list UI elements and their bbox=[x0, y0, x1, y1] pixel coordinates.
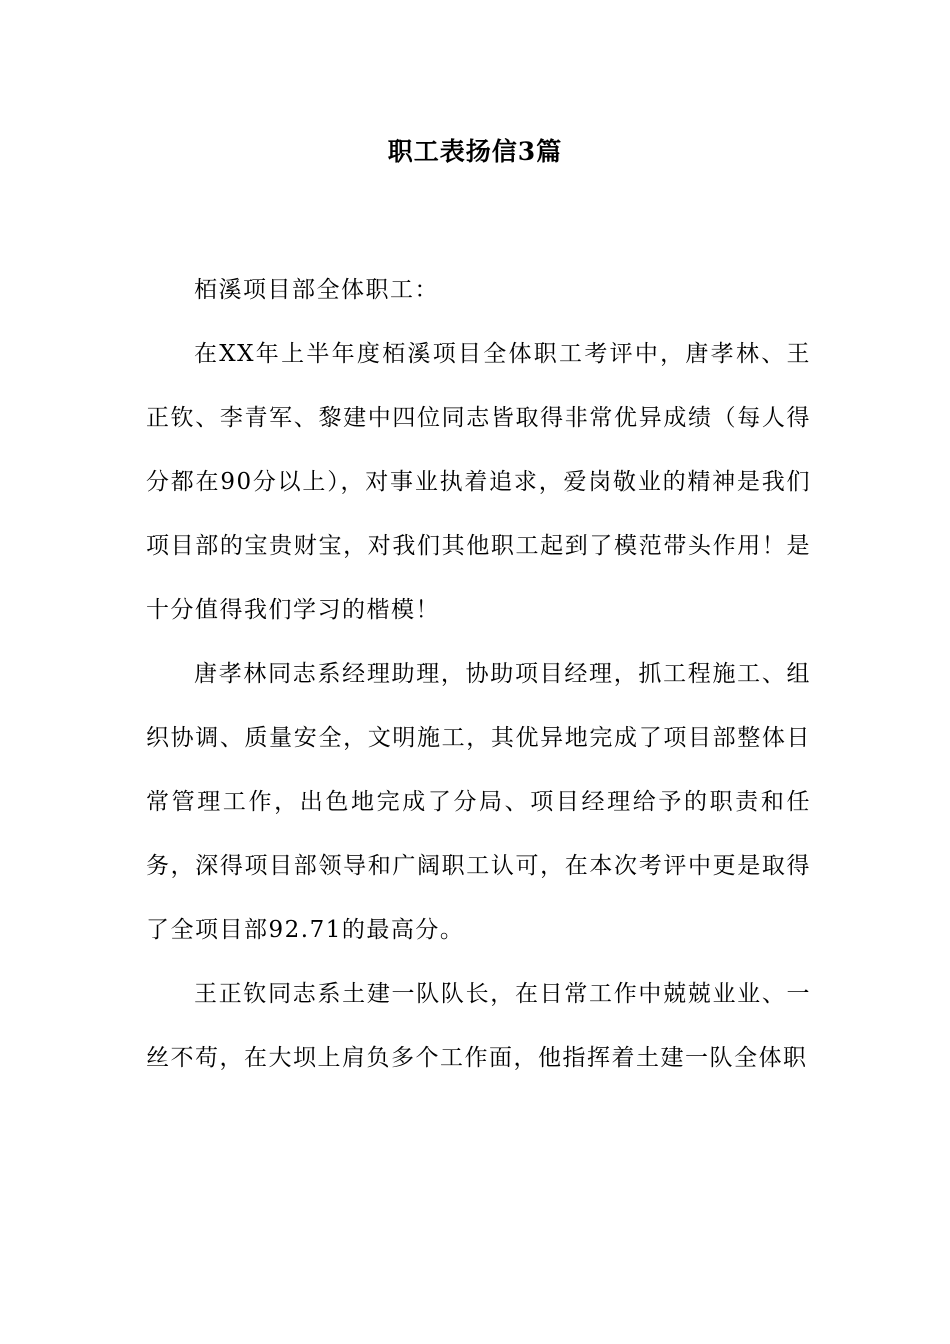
document-body bbox=[146, 258, 811, 1090]
paragraph-1: 在XX年上半年度栢溪项目全体职工考评中，唐孝林、王正钦、李青军、黎建中四位同志皆取得非常优异成绩（每人得分都在90分以上），对事业执着追求，爱岗敬业的精神是我们项目部的宝贵财宝，对我们其他职工起到了模范带头作用！是十分值得我们学习的楷模！ bbox=[146, 341, 811, 623]
paragraph-3: 王正钦同志系土建一队队长，在日常工作中兢兢业业、一丝不苟，在大坝上肩负多个工作面，他指挥着土建一队全体职 bbox=[146, 981, 811, 1071]
salutation: 栢溪项目部全体职工： bbox=[194, 277, 439, 303]
document-title: 职工表扬信3篇 bbox=[387, 137, 563, 166]
paragraph-2: 唐孝林同志系经理助理，协助项目经理，抓工程施工、组织协调、质量安全，文明施工，其优异地完成了项目部整体日常管理工作，出色地完成了分局、项目经理给予的职责和任务，深得项目部领导和广阔职工认可，在本次考评中更是取得了全项目部92.71的最高分。 bbox=[146, 661, 811, 943]
